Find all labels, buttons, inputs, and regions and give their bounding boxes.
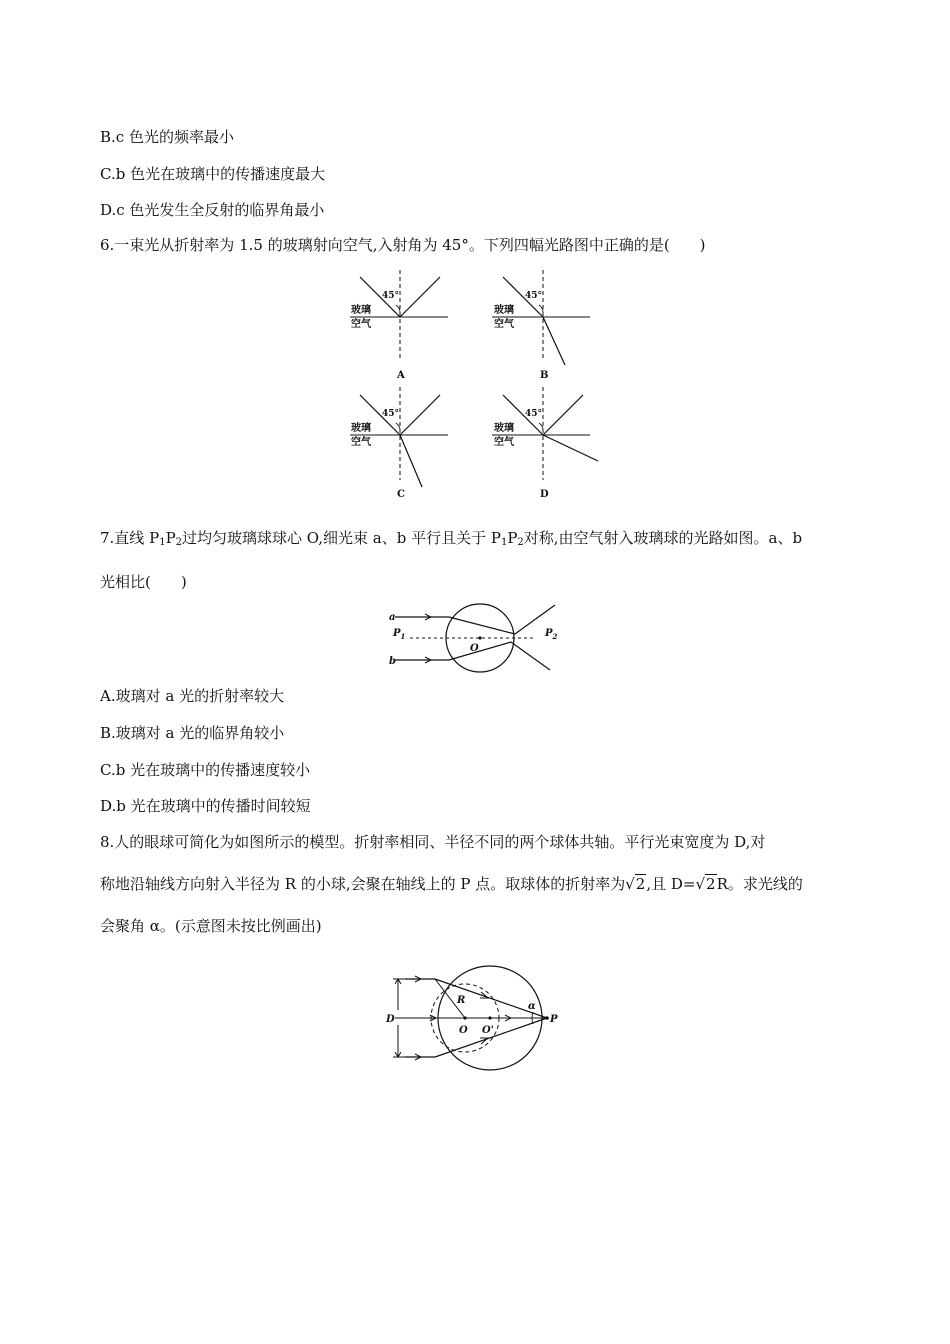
q8-label-o: O: [459, 1025, 468, 1036]
q7-label-p2: $P_2$: [545, 628, 558, 641]
q6c-angle-label: 45°: [382, 409, 400, 419]
q7-option-c: C.b 光在玻璃中的传播速度较小: [100, 761, 311, 779]
q7-label-b: b: [389, 656, 396, 667]
q8-figure: [385, 965, 575, 1071]
q6d-angle-label: 45°: [525, 409, 543, 419]
q6b-panel-label: B: [540, 370, 549, 381]
q6a-air-label: 空气: [351, 319, 371, 330]
q6b-angle-label: 45°: [525, 291, 543, 301]
q6d-air-label: 空气: [494, 437, 514, 448]
sqrt-2-b: √2: [695, 875, 716, 893]
q6a-glass-label: 玻璃: [351, 305, 371, 316]
q7-option-d: D.b 光在玻璃中的传播时间较短: [100, 797, 311, 815]
q7-option-a: A.玻璃对 a 光的折射率较大: [100, 687, 285, 705]
q6b-glass-label: 玻璃: [494, 305, 514, 316]
q6d-panel-label: D: [540, 489, 549, 500]
q6c-panel-label: C: [397, 489, 405, 500]
q5-option-b: B.c 色光的频率最小: [100, 128, 234, 146]
q6-panel-c: [350, 387, 448, 500]
q7-label-p1: $P_1$: [393, 628, 406, 641]
q7-label-o: O: [470, 643, 479, 654]
q6a-panel-label: A: [397, 370, 405, 381]
q6b-air-label: 空气: [494, 319, 514, 330]
q6c-glass-label: 玻璃: [351, 423, 371, 434]
q8-line1: 8.人的眼球可简化为如图所示的模型。折射率相同、半径不同的两个球体共轴。平行光束宽度为 D,对: [100, 833, 766, 851]
q7-label-a: a: [389, 612, 396, 623]
q8-label-p: P: [550, 1014, 558, 1025]
q5-option-d: D.c 色光发生全反射的临界角最小: [100, 201, 325, 219]
q6-panel-a: [350, 270, 448, 381]
q6-stem: 6.一束光从折射率为 1.5 的玻璃射向空气,入射角为 45°。下列四幅光路图中正确的是( ): [100, 236, 706, 254]
q8-label-o-prime: O': [482, 1025, 494, 1036]
q8-line3: 会聚角 α。(示意图未按比例画出): [100, 917, 322, 935]
q7-option-b: B.玻璃对 a 光的临界角较小: [100, 724, 285, 742]
q7-figure: [385, 598, 570, 676]
q6-figure: [340, 265, 610, 505]
q6-panel-b: [492, 270, 590, 381]
q8-label-r: R: [457, 995, 466, 1006]
q6-panel-d: [492, 387, 598, 500]
q8-label-d: D: [386, 1014, 395, 1025]
q7-stem-line2: 光相比( ): [100, 573, 187, 591]
q6c-air-label: 空气: [351, 437, 371, 448]
q8-line2: 称地沿轴线方向射入半径为 R 的小球,会聚在轴线上的 P 点。取球体的折射率为√2,且 D=√2R。求光线的: [100, 875, 803, 893]
q8-label-alpha: α: [528, 1001, 536, 1012]
sqrt-2-a: √2: [625, 875, 646, 893]
q7-stem-line1: 7.直线 $P_1P_2$过均匀玻璃球球心 O,细光束 a、b 平行且关于 $P_1P_2$对称,由空气射入玻璃球的光路如图。a、b: [100, 529, 803, 548]
q5-option-c: C.b 色光在玻璃中的传播速度最大: [100, 165, 326, 183]
q6a-angle-label: 45°: [382, 291, 400, 301]
q6d-glass-label: 玻璃: [494, 423, 514, 434]
